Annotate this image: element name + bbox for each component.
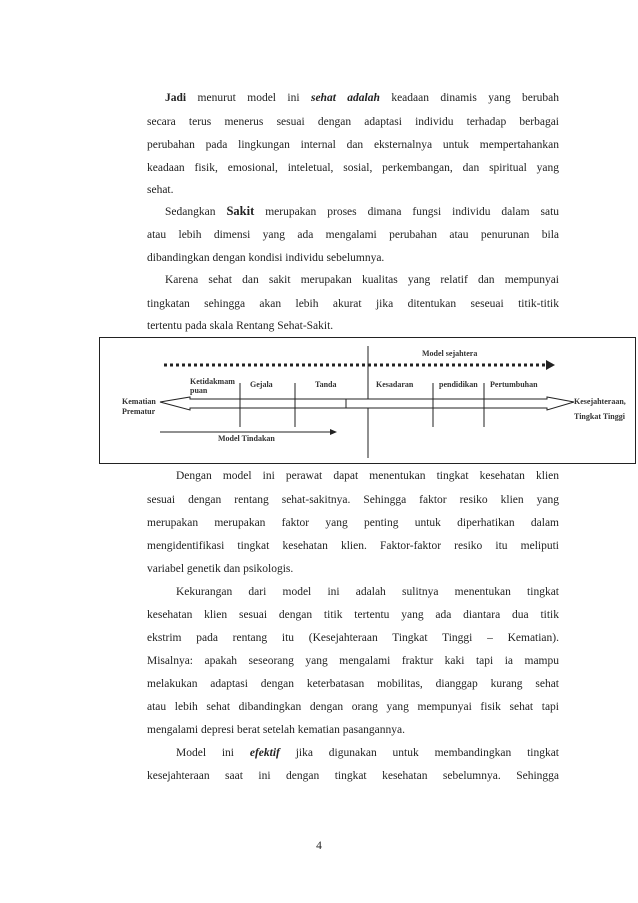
paragraph6-line2: kesejahteraan saat ini dengan tingkat kesehatan sebelumnya. Sehingga bbox=[147, 770, 559, 782]
paragraph6-line1: Model ini efektif jika digunakan untuk membandingkan tingkat bbox=[176, 747, 560, 759]
paragraph1-line3: perubahan pada lingkungan internal dan eksternalnya untuk mempertahankan bbox=[147, 139, 559, 151]
paragraph2-line2: atau lebih dimensi yang ada mengalami perubahan atau penurunan bila bbox=[147, 229, 559, 241]
paragraph4-line3: merupakan merupakan faktor yang penting untuk diperhatikan dalam bbox=[147, 517, 559, 529]
paragraph3-line1: Karena sehat dan sakit merupakan kualitas yang relatif dan mempunyai bbox=[165, 274, 559, 286]
term-sakit: Sakit bbox=[226, 204, 255, 218]
paragraph5-line4: Misalnya: apakah seseorang yang mengalami fraktur kaki tapi ia mampu bbox=[147, 655, 559, 667]
model-tindakan-arrowhead bbox=[330, 429, 337, 435]
label-kesadaran: Kesadaran bbox=[376, 380, 414, 389]
paragraph4-line5: variabel genetik dan psikologis. bbox=[147, 563, 294, 575]
paragraph5-line3: ekstrim pada rentang itu (Kesejahteraan Tingkat Tinggi – Kematian). bbox=[147, 632, 559, 644]
paragraph5-line5: melakukan adaptasi dengan keterbatasan mobilitas, dianggap kurang sehat bbox=[147, 678, 559, 690]
label-gejala: Gejala bbox=[250, 380, 273, 389]
label-model-tindakan: Model Tindakan bbox=[218, 434, 275, 443]
paragraph2-line1: Sedangkan Sakit merupakan proses dimana fungsi individu dalam satu bbox=[165, 204, 560, 218]
paragraph1-line4: keadaan fisik, emosional, inteletual, sosial, perkembangan, dan spiritual yang bbox=[147, 162, 559, 174]
paragraph4-line1: Dengan model ini perawat dapat menentukan tingkat kesehatan klien bbox=[176, 470, 559, 482]
paragraph5-line7: mengalami depresi berat setelah kematian pasangannya. bbox=[147, 724, 406, 736]
label-pertumbuhan: Pertumbuhan bbox=[490, 380, 538, 389]
page-number: 4 bbox=[316, 840, 322, 852]
label-kesejahteraan: Kesejahteraan, bbox=[574, 397, 626, 406]
label-tingkat-tinggi: Tingkat Tinggi bbox=[574, 412, 625, 421]
paragraph3-line3: tertentu pada skala Rentang Sehat-Sakit. bbox=[147, 320, 334, 332]
label-ketidakmampuan: Ketidakmampuan bbox=[190, 377, 235, 395]
paragraph2-line3: dibandingkan dengan kondisi individu sebelumnya. bbox=[147, 252, 385, 264]
label-tanda: Tanda bbox=[315, 380, 337, 389]
paragraph4-line4: mengidentifikasi tingkat kesehatan klien. Faktor-faktor resiko itu meliputi bbox=[147, 540, 559, 552]
left-hollow-arrow bbox=[160, 397, 359, 410]
paragraph5-line1: Kekurangan dari model ini adalah sulitnya menentukan tingkat bbox=[176, 586, 559, 598]
label-model-sejahtera: Model sejahtera bbox=[422, 349, 478, 358]
continuum-svg bbox=[100, 338, 637, 465]
term-jadi: Jadi bbox=[165, 92, 187, 104]
term-efektif: efektif bbox=[249, 747, 280, 759]
paragraph4-line2: sesuai dengan rentang sehat-sakitnya. Sehingga faktor resiko klien yang bbox=[147, 494, 559, 506]
paragraph1-line5: sehat. bbox=[147, 184, 174, 196]
label-kematian: Kematian bbox=[122, 397, 156, 406]
paragraph5-line6: atau lebih sehat dibandingkan dengan orang yang mempunyai fisik sehat tapi bbox=[147, 701, 559, 713]
model-sejahtera-arrowhead bbox=[546, 360, 555, 370]
health-illness-continuum-diagram bbox=[99, 337, 636, 464]
paragraph1-line1: Jadi menurut model ini sehat adalah keadaan dinamis yang berubah bbox=[165, 92, 560, 104]
paragraph5-line2: kesehatan klien sesuai dengan titik tertentu yang ada diantara dua titik bbox=[147, 609, 559, 621]
term-sehat-adalah: sehat adalah bbox=[310, 92, 380, 104]
label-pendidikan: pendidikan bbox=[439, 380, 478, 389]
right-hollow-arrow bbox=[346, 397, 574, 410]
paragraph3-line2: tingkatan sehingga akan lebih akurat jika ditentukan seseuai titik-titik bbox=[147, 298, 559, 310]
paragraph1-line2: secara terus menerus sesuai dengan adaptasi individu terhadap berbagai bbox=[147, 116, 559, 128]
label-prematur: Prematur bbox=[122, 407, 156, 416]
